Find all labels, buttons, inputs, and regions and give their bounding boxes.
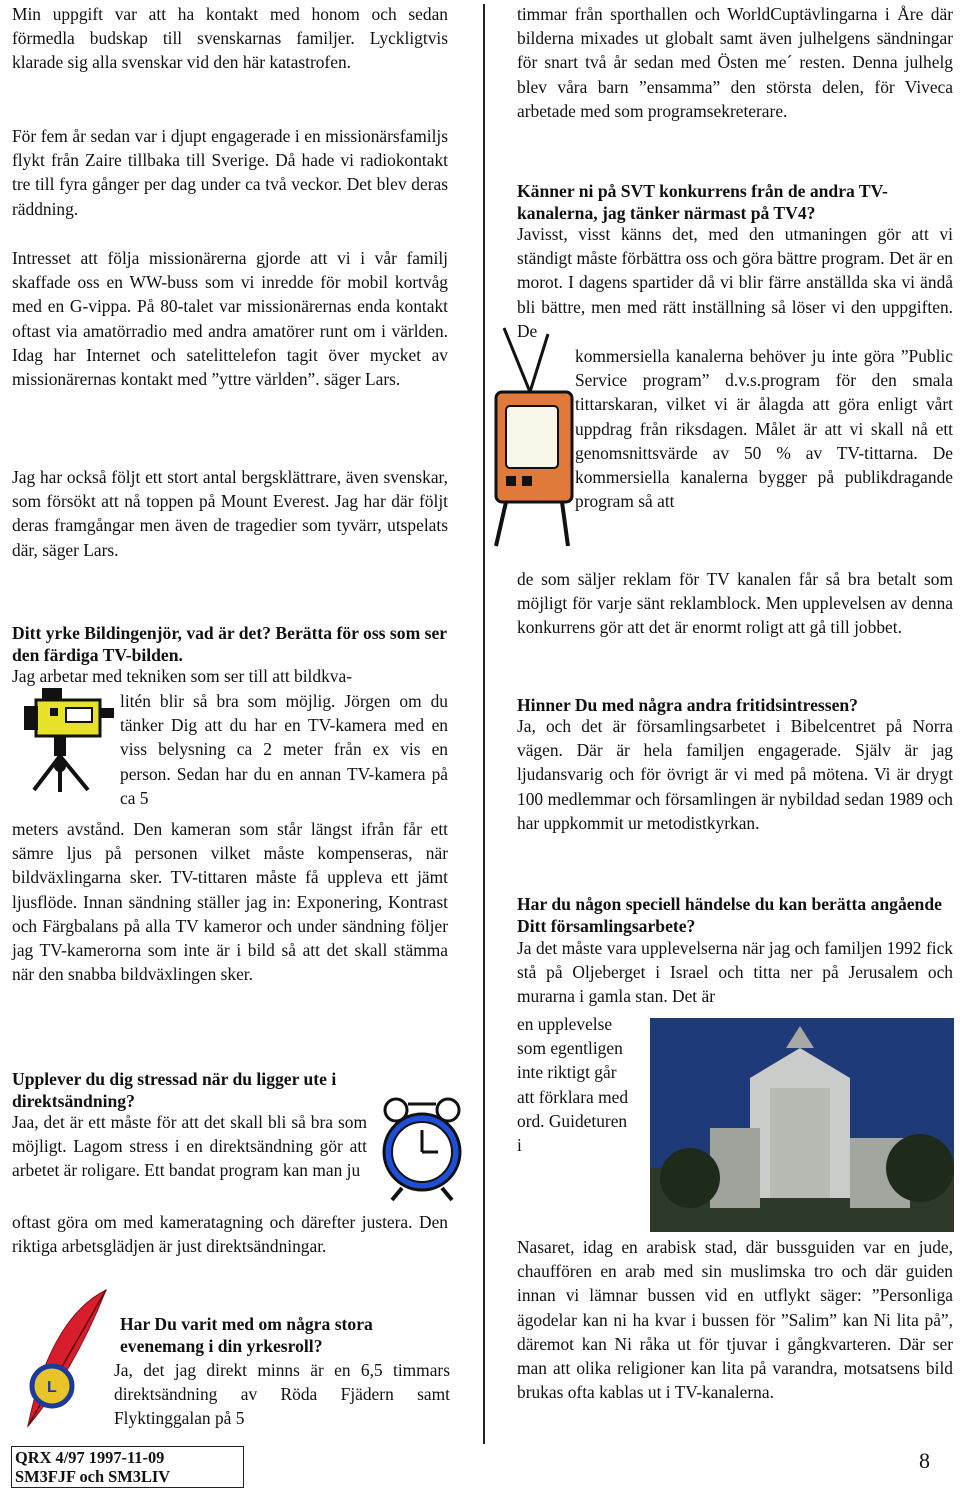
left-paragraph-7: Ja, det jag direkt minns är en 6,5 timmars direktsändning av Röda Fjädern samt Flyktinggalan på 5 [114, 1360, 450, 1429]
heading-stressad: Upplever du dig stressad när du ligger ute i direktsändning? [12, 1069, 337, 1111]
left-paragraph-2: För fem år sedan var i djupt engagerade i en missionärsfamiljs flykt från Zaire tillbaka till Sverige. Då hade vi radiokontakt tre till fyra gånger per dag under ca två veckor. Det blev deras räddning. [12, 126, 448, 219]
footer-issue-box [11, 1446, 244, 1488]
right-paragraph-4b: en upplevelse som egentligen inte riktigt går att förklara med ord. Guideturen i [517, 1014, 629, 1156]
footer-callsigns-line: SM3FJF och SM3LIV [15, 1467, 171, 1486]
alarm-clock-icon [378, 1096, 466, 1206]
left-paragraph-5a: Jag arbetar med tekniken som ser till att bildkva- [12, 666, 352, 686]
camera-clipart-icon [14, 686, 118, 796]
heading-forsamlingsarbete: Har du någon speciell händelse du kan berätta angående Ditt församlingsarbete? [517, 894, 942, 936]
page-number: 8 [919, 1448, 930, 1473]
heading-fritidsintressen: Hinner Du med några andra fritidsintressen? [517, 695, 858, 715]
church-photo [650, 1018, 954, 1232]
left-paragraph-5b: litén blir så bra som möjlig. Jörgen om du tänker Dig att du har en TV-kamera med en viss belysning ca 2 meter från ex vis en person. Sedan har du en annan TV-kamera på ca 5 [120, 691, 448, 808]
right-paragraph-3: Ja, och det är församlingsarbetet i Bibelcentret på Norra vägen. Där är hela familjen engagerade. Själv är jag ljudansvarig och för övrigt är vi med på mötena. Vi är drygt 100 medlemmar och församlingen är nybildad sedan 1989 och har uppkommit ur metodistkyrkan. [517, 716, 953, 833]
right-paragraph-2a: Javisst, visst känns det, med den utmaningen gör att vi ständigt måste förbättra oss och göra bättre program. Det är en morot. I dagens spartider då vi blir färre anställda ska vi ändå bli bättre, men med rätt inställning så löser vi den uppgiften. De [517, 224, 953, 341]
column-divider [483, 4, 485, 1444]
svg-text:L: L [47, 1379, 57, 1396]
right-paragraph-1: timmar från sporthallen och WorldCuptävlingarna i Åre där bilderna mixades ut globalt samt även julhelgens sändningar för snart två år sedan med Östen me´ resten. Denna julhelg blev våra barn ”ensamma” den största delen, för Viveca arbetade med som programsekreterare. [517, 4, 953, 121]
right-paragraph-2c: de som säljer reklam för TV kanalen får så bra betalt som möjligt för varje sänt reklamblock. Men upplevelsen av denna konkurrens gör att det är enormt roligt att gå till jobbet. [517, 569, 953, 638]
left-paragraph-4: Jag har också följt ett stort antal bergsklättrare, även svenskar, som försökt att nå toppen på Mount Everest. Jag har där följt deras framgångar men även de tragedier som tyvärr, utspelats där, säger Lars. [12, 467, 448, 560]
feather-lions-icon [14, 1286, 114, 1436]
right-paragraph-4c: Nasaret, idag en arabisk stad, där bussguiden var en jude, chauffören en arab med sin muslimska tro och där guiden innan vi lämnar bussen vid en utflykt säger: ”Personliga ägodelar kan ni ha kvar i bussen för ”Salim” kan Ni lita på”, däremot kan Ni råka ut för tjuvar i gångkvarteren. Där ser man att olika religioner kan lita på varandra, motsatsens bild brukas ofta kablas ut i TV-kanalerna. [517, 1237, 953, 1403]
left-paragraph-1: Min uppgift var att ha kontakt med honom och sedan förmedla budskap till svenskarnas familjer. Lyckligtvis klarade sig alla svenskar vid den här katastrofen. [12, 4, 448, 73]
heading-konkurrens: Känner ni på SVT konkurrens från de andra TV-kanalerna, jag tänker närmast på TV4? [517, 181, 888, 223]
left-paragraph-5c: meters avstånd. Den kameran som står längst ifrån får ett sämre ljus på personen vilket måste kompenseras, när bildväxlingarna sker. TV-tittaren måste få uppleva ett jämt ljusflöde. Innan sändning ställer jag in: Exponering, Kontrast och Färgbalans på alla TV kameror och under sändning följer jag TV-kamerorna som inte är i bild så att det skall stämma när den snabba bildväxlingen sker. [12, 819, 448, 985]
footer-issue-line: QRX 4/97 1997-11-09 [15, 1448, 165, 1467]
tv-clipart-icon [486, 322, 576, 556]
right-paragraph-4a: Ja det måste vara upplevelserna när jag och familjen 1992 fick stå på Oljeberget i Israel och titta ner på Jerusalem och murarna i gamla stan. Det är [517, 938, 953, 1007]
left-paragraph-6a: Jaa, det är ett måste för att det skall bli så bra som möjligt. Lagom stress i en direktsändning gör att arbetet är roligare. Ett bandat program kan man ju [12, 1112, 367, 1181]
left-paragraph-3: Intresset att följa missionärerna gjorde att vi i vår familj skaffade oss en WW-buss som vi inredde för mobil kortvåg med en G-vippa. På 80-talet var missionärernas enda kontakt oftast via amatörradio med andra amatörer runt om i världen. Idag har Internet och satelittelefon tagit över mycket av missionärernas kontakt med ”yttre världen”. säger Lars. [12, 248, 448, 390]
heading-bildingenjor: Ditt yrke Bildingenjör, vad är det? Berätta för oss som ser den färdiga TV-bilden. [12, 623, 447, 665]
heading-evenemang: Har Du varit med om några stora evenemang i din yrkesroll? [120, 1314, 373, 1356]
right-paragraph-2b: kommersiella kanalerna behöver ju inte göra ”Public Service program” d.v.s.program för den smala tittarskaran, vilket vi är ålagda att göra enligt vårt uppdrag från riksdagen. Målet är att vi skall nå ett genomsnittsvärde av 50 % av TV-tittarna. De kommersiella kanalerna bygger på publikdragande program så att [575, 346, 953, 512]
left-paragraph-6b: oftast göra om med kameratagning och därefter justera. Den riktiga arbetsglädjen är just direktsändningar. [12, 1212, 448, 1257]
